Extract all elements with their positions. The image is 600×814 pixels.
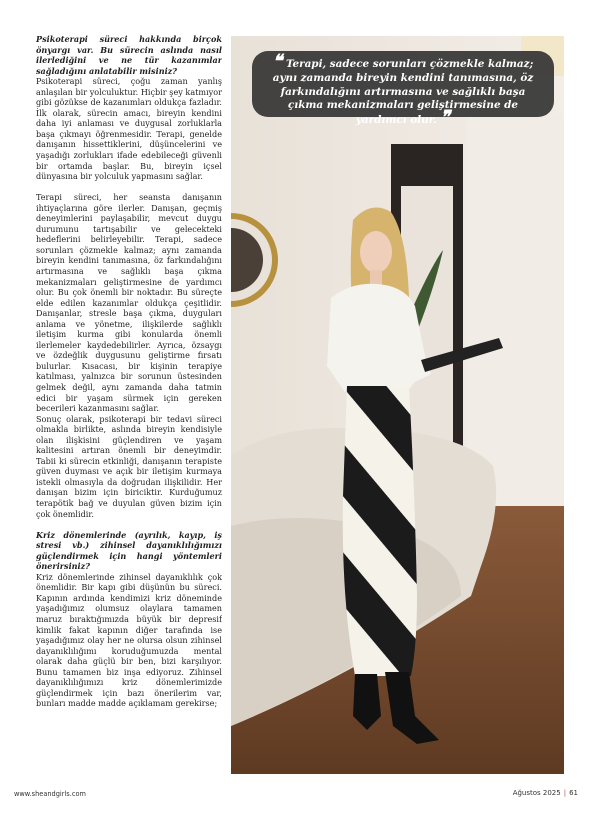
interview-question-1: Psikoterapi süreci hakkında birçok önyargı var. Bu sürecin aslında nasıl ilerlediğini ve ne tür kazanımlar sağladığını anlatabilir misiniz?	[36, 34, 222, 76]
footer-issue-date: Ağustos 2025	[512, 789, 561, 797]
answer-paragraph-4: Kriz dönemlerinde zihinsel dayanıklılık çok önemlidir. Bir kapı gibi düşünün bu süreci. Kapının ardında kendimizi kriz döneminde yaşadığımız olumsuz olaylara tamamen maruz bıraktığımızda büyük bir depresif kimlik fakat kapının diğer tarafında ise yaşadığımız olay her ne olursa olsun zihinsel dayanıklılığımı koruduğumuzda mental olarak daha güçlü bir ben, bizi karşılıyor. Bunu tamamen biz inşa ediyoruz. Zihinsel dayanıklılığımızı kriz dönemlerimizde güçlendirmek için bazı önerilerim var, bunları madde madde açıklamam gerekirse;	[36, 571, 222, 709]
article-column	[36, 34, 222, 762]
quote-close-mark: ❞	[440, 107, 451, 129]
footer-separator: |	[563, 789, 567, 797]
footer-page-info	[513, 789, 578, 797]
pull-quote-text: Terapi, sadece sorunları çözmekle kalmaz; aynı zamanda bireyin kendini tanımasına, öz farkındalığını artırmasına ve sağlıklı başa çıkma mekanizmaları geliştirmesine de yardımcı olur.	[272, 58, 534, 127]
answer-paragraph-3: Sonuç olarak, psikoterapi bir tedavi süreci olmakla birlikte, aslında bireyin kendisiyle olan ilişkisini güçlendiren ve yaşam kalitesini artıran önemli bir deneyimdir. Tabii ki sürecin etkinliği, danışanın terapiste güven duyması ve açık bir iletişim kurmaya istekli olmasıyla da doğrudan ilişkilidir. Her danışan bizim için biriciktir. Kurduğumuz terapötik bağ ve duyulan güven bizim için çok önemlidir.	[36, 413, 222, 519]
page-number: 61	[569, 789, 578, 797]
quote-open-mark: ❝	[272, 51, 283, 72]
striped-skirt	[343, 386, 417, 676]
face	[360, 231, 392, 273]
answer-paragraph-1: Psikoterapi süreci, çoğu zaman yanlış anlaşılan bir yolculuktur. Hiçbir şey katmıyor gibi gözükse de kazanımları oldukça fazladır. İlk olarak, sürecin amacı, bireyin kendini daha iyi anlaması ve duygusal zorluklarla başa çıkmayı öğrenmesidir. Terapi, genelde danışanın hissettiklerini, düşüncelerini ve yaşadığı zorlukları ifade edebileceği güvenli bir ortamda başlar. Bu, bireyin içsel dünyasına bir yolculuk yapmasını sağlar.	[36, 76, 222, 182]
interview-question-2: Kriz dönemlerinde (ayrılık, kayıp, iş stresi vb.) zihinsel dayanıklılığımızı güçlendirmek için hangi yöntemleri önerirsiniz?	[36, 529, 222, 572]
answer-paragraph-2: Terapi süreci, her seansta danışanın ihtiyaçlarına göre ilerler. Danışan, geçmiş deneyimlerini paylaşabilir, mevcut duygu durumunu tartışabilir ve gelecekteki hedeflerini belirleyebilir. Terapi, sadece sorunları çözmekle kalmaz; aynı zamanda bireyin kendini tanımasına, öz farkındalığını artırmasına ve sağlıklı başa çıkma mekanizmaları geliştirmesine de yardımcı olur. Bu çok önemli bir noktadır. Bu süreçte elde edilen kazanımlar oldukça çeşitlidir. Danışanlar, stresle başa çıkma, duyguları anlama ve yönetme, ilişkilerde sağlıklı iletişim kurma gibi konularda önemli ilerlemeler kaydedebilirler. Ayrıca, özsaygı ve özdeğlik duygusunu geliştirme fırsatı bulurlar. Kısacası, bir kişinin terapiye katılması, yalnızca bir sorunun üstesinden gelmek değil, aynı zamanda daha tatmin edici bir yaşam sürmek için gereken becerileri kazanmasını sağlar.	[36, 192, 222, 414]
footer-website[interactable]: www.sheandgirls.com	[14, 790, 86, 798]
pull-quote	[252, 51, 554, 129]
portrait-photo	[231, 36, 564, 774]
portrait-illustration	[231, 36, 564, 774]
neck	[370, 270, 382, 286]
